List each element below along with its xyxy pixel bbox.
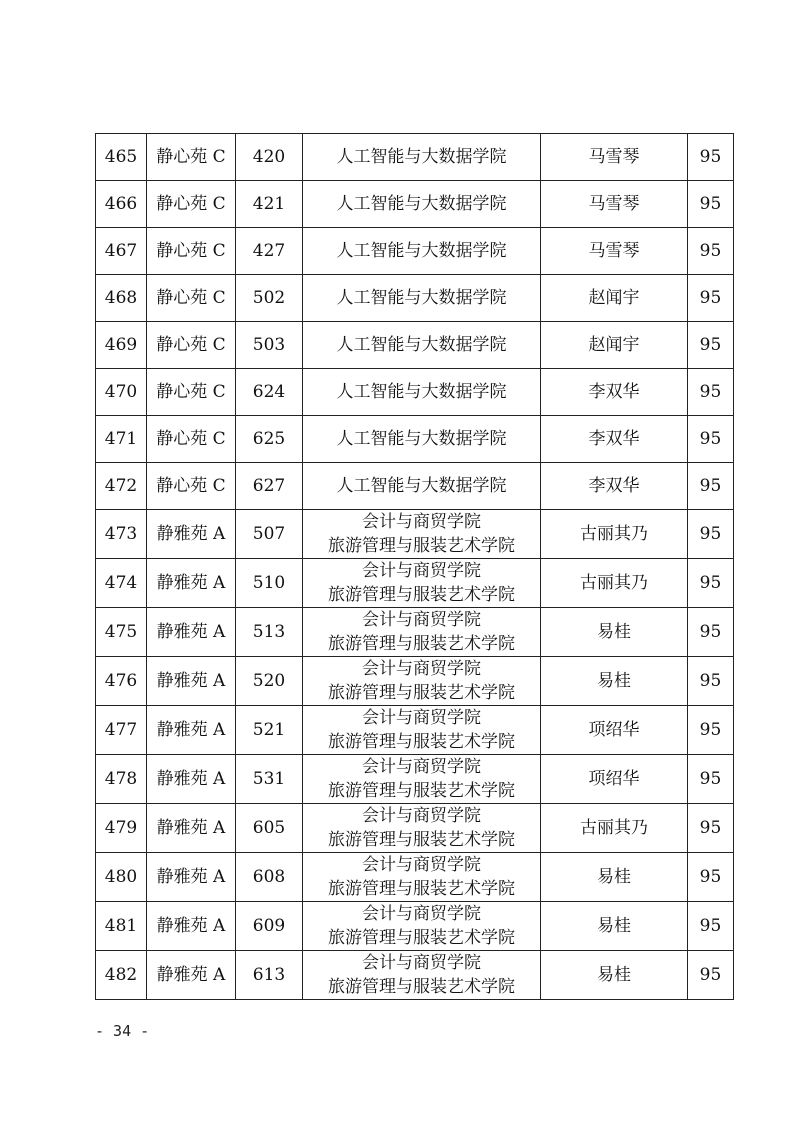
room-cell: 625 (236, 416, 303, 463)
row-number-cell: 470 (96, 369, 147, 416)
college-name: 人工智能与大数据学院 (336, 476, 507, 496)
college-name: 旅游管理与服装艺术学院 (328, 683, 515, 703)
college-name: 旅游管理与服装艺术学院 (328, 585, 515, 605)
college-name: 旅游管理与服装艺术学院 (328, 977, 515, 997)
room-cell: 627 (236, 463, 303, 510)
college-name: 人工智能与大数据学院 (336, 429, 507, 449)
score-cell: 95 (688, 608, 734, 657)
college-cell (303, 951, 541, 1000)
college-name: 旅游管理与服装艺术学院 (328, 634, 515, 654)
college-name: 会计与商贸学院 (362, 953, 481, 973)
room-cell: 427 (236, 228, 303, 275)
room-cell: 503 (236, 322, 303, 369)
building-cell: 静心苑 C (147, 369, 236, 416)
college-name: 会计与商贸学院 (362, 610, 481, 630)
table-row (96, 853, 734, 902)
table-row (96, 608, 734, 657)
room-cell: 609 (236, 902, 303, 951)
row-number-cell: 476 (96, 657, 147, 706)
row-number-cell: 475 (96, 608, 147, 657)
college-name: 人工智能与大数据学院 (336, 194, 507, 214)
person-cell: 项绍华 (541, 706, 688, 755)
building-cell: 静心苑 C (147, 181, 236, 228)
score-cell: 95 (688, 510, 734, 559)
person-cell: 易桂 (541, 657, 688, 706)
building-cell: 静雅苑 A (147, 657, 236, 706)
college-name: 旅游管理与服装艺术学院 (328, 879, 515, 899)
building-cell: 静雅苑 A (147, 608, 236, 657)
table-row (96, 416, 734, 463)
row-number-cell: 466 (96, 181, 147, 228)
table-row (96, 181, 734, 228)
building-cell: 静雅苑 A (147, 706, 236, 755)
row-number-cell: 482 (96, 951, 147, 1000)
row-number-cell: 474 (96, 559, 147, 608)
college-name: 人工智能与大数据学院 (336, 147, 507, 167)
building-cell: 静心苑 C (147, 228, 236, 275)
table-row (96, 559, 734, 608)
person-cell: 古丽其乃 (541, 804, 688, 853)
college-cell (303, 755, 541, 804)
building-cell: 静雅苑 A (147, 853, 236, 902)
building-cell: 静心苑 C (147, 463, 236, 510)
row-number-cell: 465 (96, 134, 147, 181)
college-cell (303, 853, 541, 902)
college-name: 旅游管理与服装艺术学院 (328, 536, 515, 556)
building-cell: 静雅苑 A (147, 559, 236, 608)
person-cell: 古丽其乃 (541, 510, 688, 559)
building-cell: 静心苑 C (147, 416, 236, 463)
score-cell: 95 (688, 275, 734, 322)
room-cell: 624 (236, 369, 303, 416)
dormitory-score-table (95, 133, 734, 1000)
table-row (96, 275, 734, 322)
row-number-cell: 468 (96, 275, 147, 322)
room-cell: 605 (236, 804, 303, 853)
building-cell: 静心苑 C (147, 134, 236, 181)
person-cell: 马雪琴 (541, 228, 688, 275)
score-cell: 95 (688, 706, 734, 755)
room-cell: 613 (236, 951, 303, 1000)
score-cell: 95 (688, 951, 734, 1000)
college-cell (303, 608, 541, 657)
row-number-cell: 478 (96, 755, 147, 804)
room-cell: 608 (236, 853, 303, 902)
building-cell: 静雅苑 A (147, 755, 236, 804)
person-cell: 李双华 (541, 463, 688, 510)
college-name: 会计与商贸学院 (362, 904, 481, 924)
college-cell (303, 416, 541, 463)
score-cell: 95 (688, 853, 734, 902)
college-cell (303, 134, 541, 181)
room-cell: 502 (236, 275, 303, 322)
college-name: 会计与商贸学院 (362, 757, 481, 777)
table-row (96, 951, 734, 1000)
row-number-cell: 469 (96, 322, 147, 369)
score-cell: 95 (688, 559, 734, 608)
table-row (96, 902, 734, 951)
table-row (96, 134, 734, 181)
room-cell: 521 (236, 706, 303, 755)
row-number-cell: 479 (96, 804, 147, 853)
college-cell (303, 275, 541, 322)
room-cell: 421 (236, 181, 303, 228)
person-cell: 易桂 (541, 902, 688, 951)
college-cell (303, 902, 541, 951)
college-cell (303, 559, 541, 608)
building-cell: 静雅苑 A (147, 902, 236, 951)
row-number-cell: 472 (96, 463, 147, 510)
row-number-cell: 473 (96, 510, 147, 559)
college-name: 会计与商贸学院 (362, 659, 481, 679)
building-cell: 静雅苑 A (147, 510, 236, 559)
person-cell: 马雪琴 (541, 181, 688, 228)
college-name: 人工智能与大数据学院 (336, 382, 507, 402)
person-cell: 易桂 (541, 608, 688, 657)
person-cell: 易桂 (541, 853, 688, 902)
person-cell: 古丽其乃 (541, 559, 688, 608)
table-row (96, 369, 734, 416)
page-number: - 34 - (95, 1022, 150, 1040)
college-name: 旅游管理与服装艺术学院 (328, 732, 515, 752)
room-cell: 520 (236, 657, 303, 706)
row-number-cell: 471 (96, 416, 147, 463)
score-cell: 95 (688, 228, 734, 275)
college-name: 会计与商贸学院 (362, 855, 481, 875)
score-cell: 95 (688, 902, 734, 951)
college-cell (303, 228, 541, 275)
college-name: 会计与商贸学院 (362, 512, 481, 532)
person-cell: 李双华 (541, 416, 688, 463)
college-cell (303, 322, 541, 369)
table-row (96, 228, 734, 275)
score-cell: 95 (688, 657, 734, 706)
college-cell (303, 181, 541, 228)
college-name: 会计与商贸学院 (362, 806, 481, 826)
table-row (96, 804, 734, 853)
person-cell: 马雪琴 (541, 134, 688, 181)
table-row (96, 510, 734, 559)
building-cell: 静雅苑 A (147, 804, 236, 853)
college-name: 人工智能与大数据学院 (336, 335, 507, 355)
person-cell: 赵闻宇 (541, 322, 688, 369)
row-number-cell: 477 (96, 706, 147, 755)
college-cell (303, 369, 541, 416)
college-name: 旅游管理与服装艺术学院 (328, 781, 515, 801)
college-cell (303, 804, 541, 853)
row-number-cell: 481 (96, 902, 147, 951)
score-cell: 95 (688, 181, 734, 228)
person-cell: 赵闻宇 (541, 275, 688, 322)
room-cell: 507 (236, 510, 303, 559)
score-cell: 95 (688, 416, 734, 463)
building-cell: 静心苑 C (147, 322, 236, 369)
room-cell: 510 (236, 559, 303, 608)
table-body (96, 134, 734, 1000)
score-cell: 95 (688, 755, 734, 804)
score-cell: 95 (688, 463, 734, 510)
building-cell: 静心苑 C (147, 275, 236, 322)
table-row (96, 322, 734, 369)
person-cell: 项绍华 (541, 755, 688, 804)
score-cell: 95 (688, 134, 734, 181)
table-row (96, 755, 734, 804)
score-cell: 95 (688, 369, 734, 416)
college-name: 会计与商贸学院 (362, 708, 481, 728)
row-number-cell: 480 (96, 853, 147, 902)
college-cell (303, 463, 541, 510)
college-cell (303, 510, 541, 559)
table-row (96, 657, 734, 706)
person-cell: 易桂 (541, 951, 688, 1000)
college-name: 人工智能与大数据学院 (336, 288, 507, 308)
row-number-cell: 467 (96, 228, 147, 275)
college-name: 人工智能与大数据学院 (336, 241, 507, 261)
score-cell: 95 (688, 804, 734, 853)
table-row (96, 463, 734, 510)
room-cell: 513 (236, 608, 303, 657)
table-row (96, 706, 734, 755)
room-cell: 531 (236, 755, 303, 804)
college-name: 旅游管理与服装艺术学院 (328, 830, 515, 850)
college-name: 旅游管理与服装艺术学院 (328, 928, 515, 948)
building-cell: 静雅苑 A (147, 951, 236, 1000)
room-cell: 420 (236, 134, 303, 181)
college-cell (303, 706, 541, 755)
person-cell: 李双华 (541, 369, 688, 416)
college-name: 会计与商贸学院 (362, 561, 481, 581)
college-cell (303, 657, 541, 706)
score-cell: 95 (688, 322, 734, 369)
